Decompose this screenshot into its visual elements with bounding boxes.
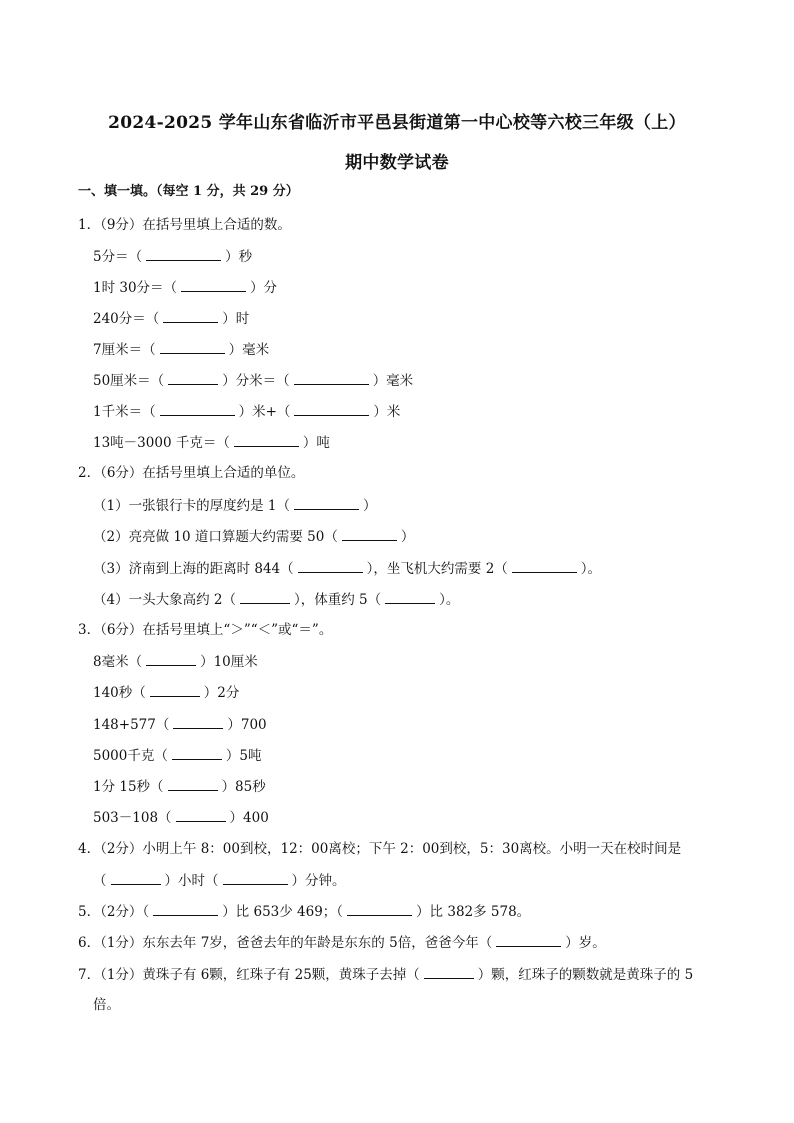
question-6: 6．（1分）东东去年 7岁，爸爸去年的年龄是东东的 5倍，爸爸今年（ ）岁。 <box>78 935 606 951</box>
answer-blank[interactable] <box>173 716 223 729</box>
answer-blank[interactable] <box>111 872 161 885</box>
q2-item: （4）一头大象高约 2（ ），体重约 5（ ）。 <box>93 592 460 608</box>
q3-item: 8毫米（ ）10厘米 <box>93 654 258 670</box>
question-4-stem: 4．（2分）小明上午 8：00到校，12：00离校；下午 2：00到校，5：30离校。小明一天在校时间是 <box>78 841 682 857</box>
answer-blank[interactable] <box>146 653 196 666</box>
answer-blank[interactable] <box>240 591 290 604</box>
answer-blank[interactable] <box>298 560 363 573</box>
question-7-continued: 倍。 <box>93 997 120 1013</box>
q2-item: （3）济南到上海的距离时 844（ ），坐飞机大约需要 2（ ）。 <box>93 561 602 577</box>
answer-blank[interactable] <box>347 903 412 916</box>
question-3-stem: 3．（6分）在括号里填上“＞”“＜”或“＝”。 <box>78 622 333 638</box>
answer-blank[interactable] <box>424 966 474 979</box>
q3-item: 503－108（ ）400 <box>93 810 269 826</box>
section-heading: 一、填一填。（每空 1 分，共 29 分） <box>78 184 299 199</box>
question-7: 7．（1分）黄珠子有 6颗，红珠子有 25颗，黄珠子去掉（ ）颗，红珠子的颗数就是黄珠子的 5 <box>78 967 694 983</box>
answer-blank[interactable] <box>163 310 218 323</box>
q1-item: 1千米＝（ ）米+（ ）米 <box>93 404 401 420</box>
q1-item: 7厘米＝（ ）毫米 <box>93 342 270 358</box>
answer-blank[interactable] <box>385 591 435 604</box>
answer-blank[interactable] <box>512 560 577 573</box>
answer-blank[interactable] <box>168 778 218 791</box>
question-1-stem: 1．（9分）在括号里填上合适的数。 <box>78 217 291 233</box>
question-2-stem: 2．（6分）在括号里填上合适的单位。 <box>78 465 305 481</box>
question-5: 5．（2分）（ ）比 653少 469；（ ）比 382多 578。 <box>78 904 531 920</box>
q1-item: 13吨－3000 千克＝（ ）吨 <box>93 435 330 451</box>
answer-blank[interactable] <box>496 934 561 947</box>
q3-item: 140秒（ ）2分 <box>93 685 240 701</box>
title-line-1: 2024-2025 学年山东省临沂市平邑县街道第一中心校等六校三年级（上） <box>108 113 686 133</box>
q3-item: 5000千克（ ）5吨 <box>93 748 262 764</box>
answer-blank[interactable] <box>294 372 369 385</box>
answer-blank[interactable] <box>234 434 299 447</box>
answer-blank[interactable] <box>172 747 222 760</box>
q4-answer-line: （ ）小时（ ）分钟。 <box>93 873 346 889</box>
answer-blank[interactable] <box>153 903 218 916</box>
answer-blank[interactable] <box>176 809 226 822</box>
q2-item: （2）亮亮做 10 道口算题大约需要 50（ ） <box>93 529 415 545</box>
answer-blank[interactable] <box>168 372 218 385</box>
title-line-2: 期中数学试卷 <box>345 153 449 173</box>
q1-item: 50厘米＝（ ）分米＝（ ）毫米 <box>93 373 414 389</box>
answer-blank[interactable] <box>160 341 225 354</box>
answer-blank[interactable] <box>294 403 369 416</box>
q2-item: （1）一张银行卡的厚度约是 1（ ） <box>93 498 377 514</box>
answer-blank[interactable] <box>160 403 235 416</box>
q3-item: 1分 15秒（ ）85秒 <box>93 779 266 795</box>
answer-blank[interactable] <box>342 528 397 541</box>
answer-blank[interactable] <box>150 684 200 697</box>
answer-blank[interactable] <box>223 872 288 885</box>
q3-item: 148+577（ ）700 <box>93 717 267 733</box>
q1-item: 5分＝（ ）秒 <box>93 249 253 265</box>
q1-item: 240分＝（ ）时 <box>93 311 250 327</box>
answer-blank[interactable] <box>181 279 246 292</box>
q1-item: 1时 30分＝（ ）分 <box>93 280 278 296</box>
answer-blank[interactable] <box>294 497 359 510</box>
answer-blank[interactable] <box>146 248 221 261</box>
